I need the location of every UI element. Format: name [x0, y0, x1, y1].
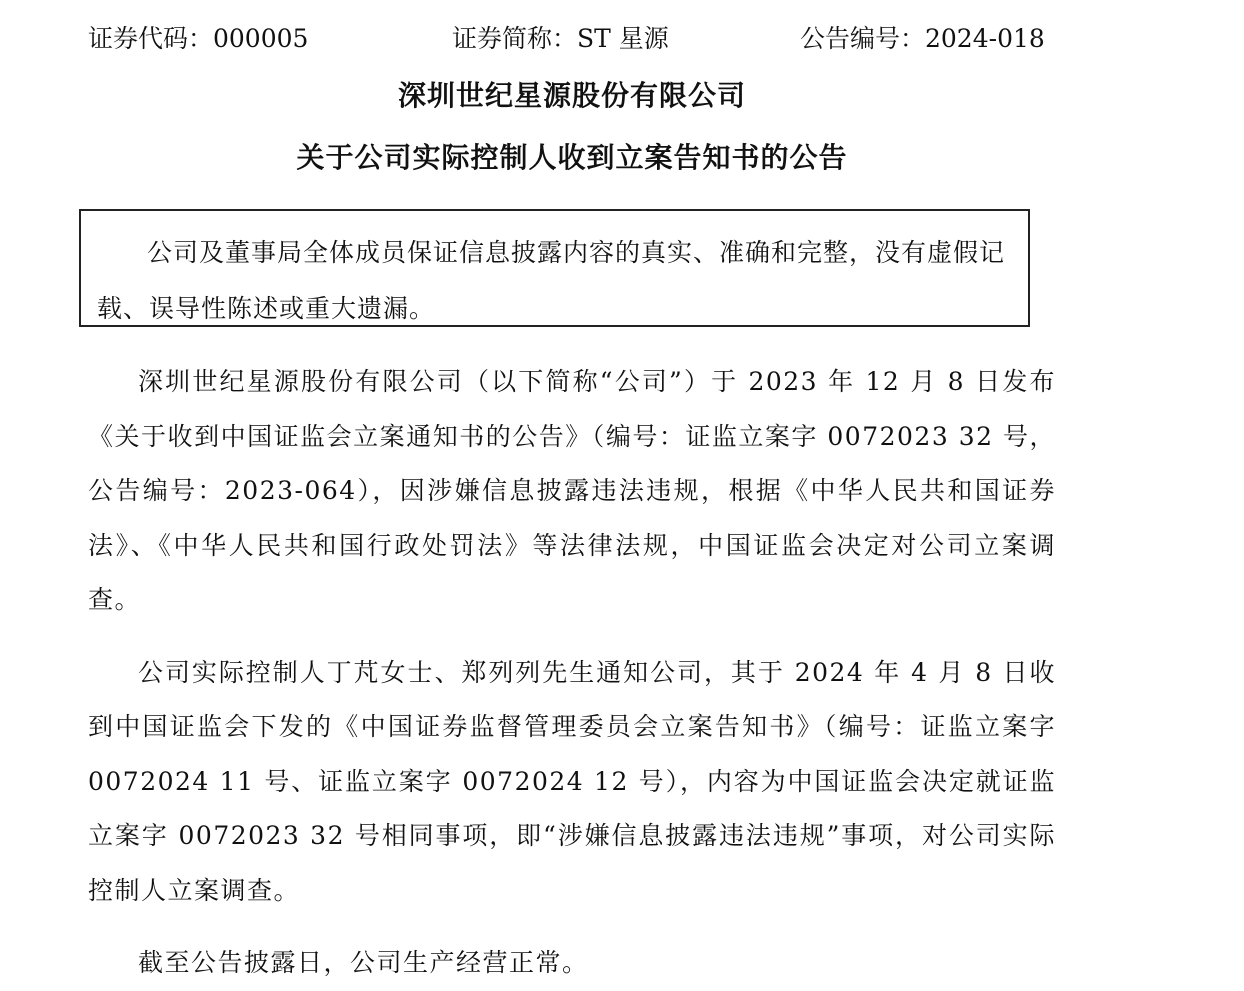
body-paragraph-3: 截至公告披露日，公司生产经营正常。 [138, 948, 589, 977]
disclosure-statement: 公司及董事局全体成员保证信息披露内容的真实、准确和完整，没有虚假记载、误导性陈述或重大遗漏。 [97, 238, 1006, 323]
disclosure-statement-box [79, 209, 1030, 327]
stock-abbreviation: 证券简称：ST 星源 [452, 24, 669, 53]
notice-title: 关于公司实际控制人收到立案告知书的公告 [296, 141, 848, 174]
body-paragraph-2: 公司实际控制人丁芃女士、郑列列先生通知公司，其于 2024 年 4 月 8 日收到中国证监会下发的《中国证券监督管理委员会立案告知书》（编号：证监立案字 0072024 11 号、证监立案字 0072024 12 号），内容为中国证监会决定就证监立案字 0072023 32 号相同事项，即“涉嫌信息披露违法违规”事项，对公司实际控制人立案调查。 [88, 657, 1056, 905]
notice-body [88, 355, 1056, 991]
body-paragraph-1: 深圳世纪星源股份有限公司（以下简称“公司”）于 2023 年 12 月 8 日发布《关于收到中国证监会立案通知书的公告》（编号：证监立案字 0072023 32 号，公告编号：2023-064），因涉嫌信息披露违法违规，根据《中华人民共和国证券法》、《中华人民共和国行政处罚法》等法律法规，中国证监会决定对公司立案调查。 [88, 367, 1056, 614]
notice-number: 公告编号：2024-018 [800, 24, 1045, 53]
document-header [0, 22, 1244, 56]
stock-code: 证券代码：000005 [88, 24, 309, 53]
company-title: 深圳世纪星源股份有限公司 [397, 79, 746, 112]
